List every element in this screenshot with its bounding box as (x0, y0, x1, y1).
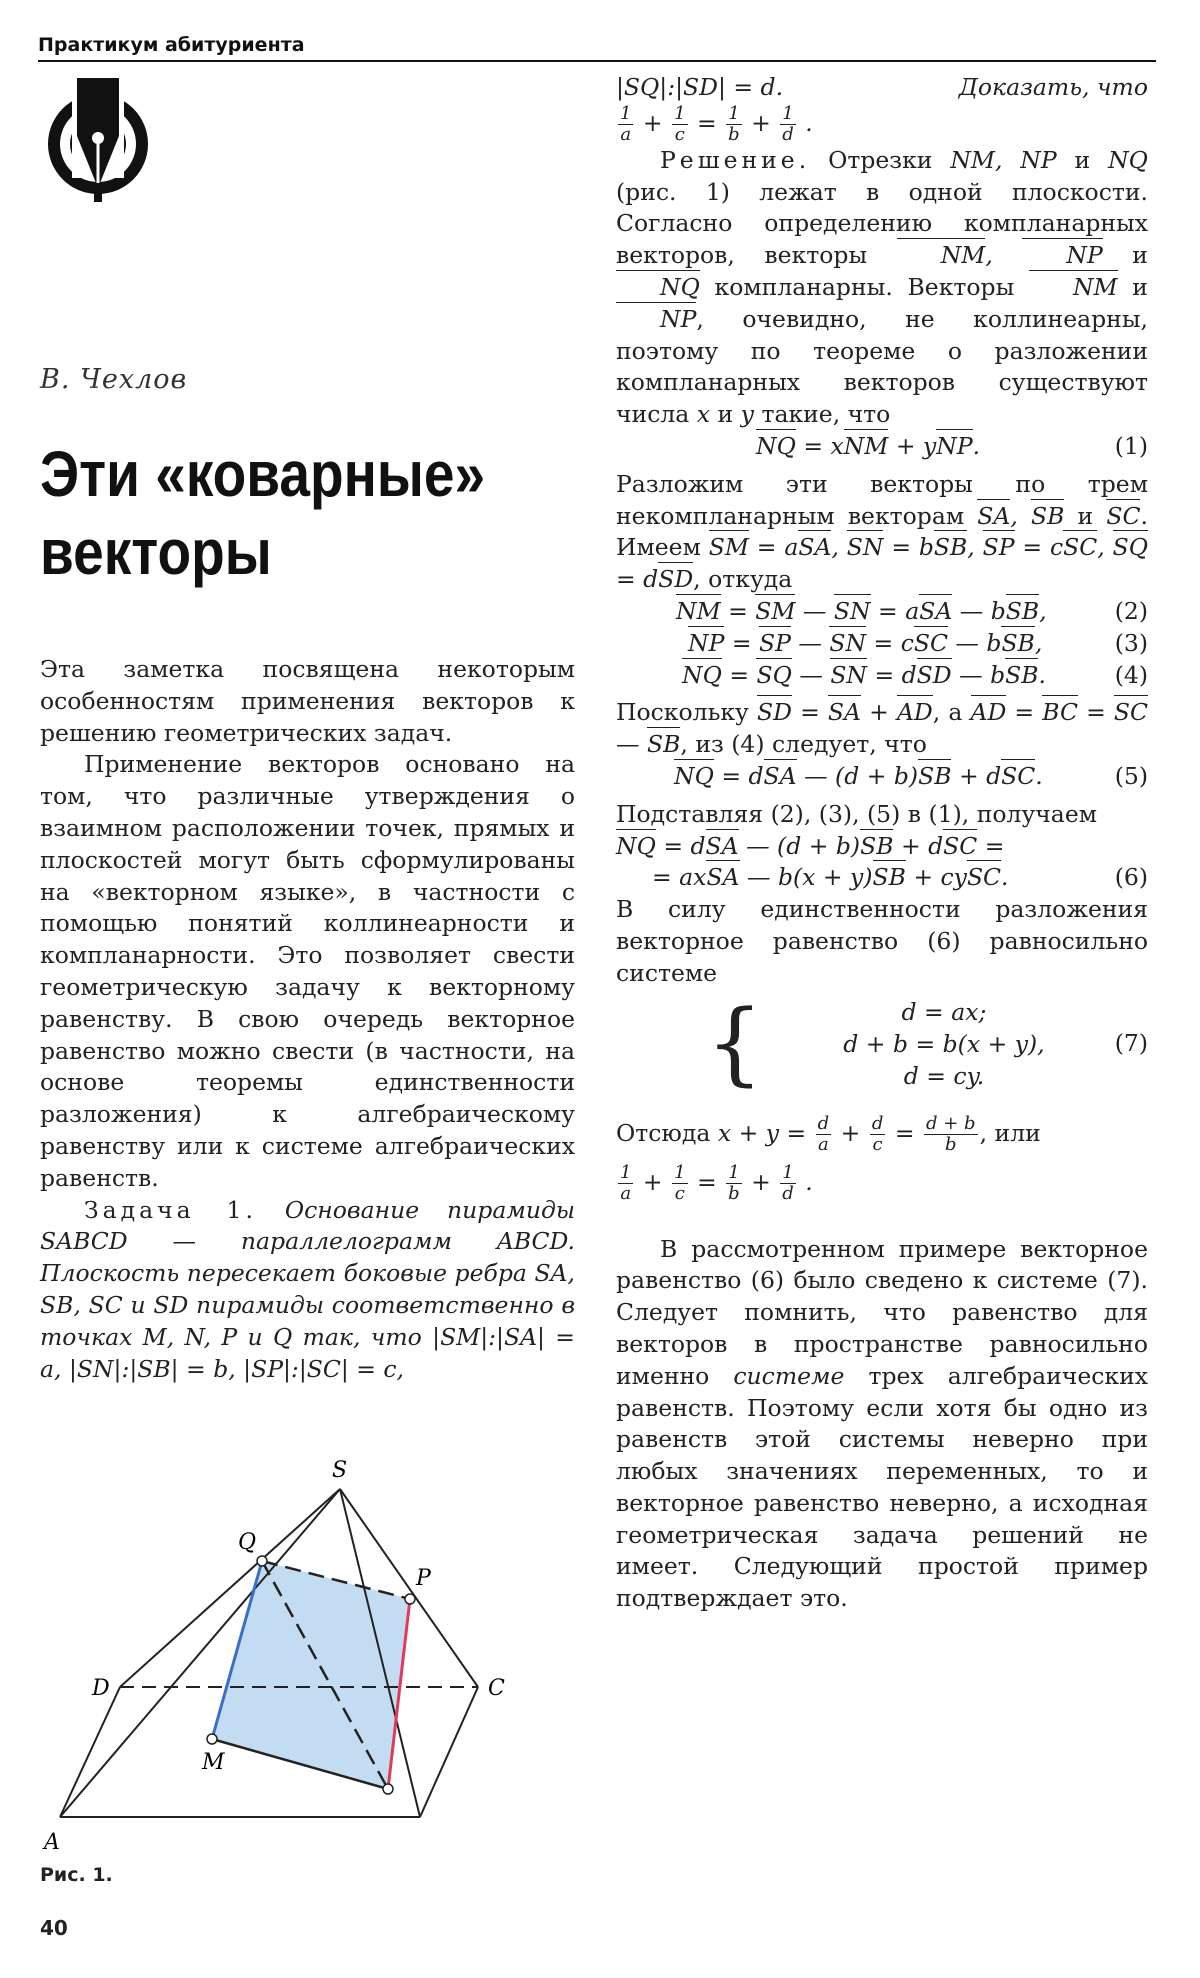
header-rule (38, 60, 1156, 62)
solution-label: Решение. (660, 145, 811, 174)
point-N (383, 1784, 393, 1794)
equation-5: NQ = dSA — (d + b)SB + dSC. (5) (616, 761, 1148, 793)
pyramid-figure (40, 1455, 580, 1865)
hence-paragraph: Отсюда x + y = $\frac{d}{a}$ + $\frac{d}{c}$ = $\frac{d + b}{b}$ , или (616, 1112, 1041, 1155)
article-title: Эти «коварные» векторы (40, 438, 486, 588)
equation-6b: = axSA — b(x + y)SB + cySC. (6) (616, 862, 1148, 894)
equation-4: NQ = SQ — SN = dSD — bSB. (4) (616, 660, 1148, 692)
left-column (40, 654, 575, 1385)
label-A: A (44, 1830, 60, 1855)
decompose-paragraph: Разложим эти векторы по трем некомпланарным векторам SA, SB и SC. Имеем SM = aSA, SN = bSB, SP = cSC, SQ = dSD, откуда (616, 469, 1148, 596)
right-column (616, 72, 1148, 1615)
equation-system-7: { d = ax; d + b = b(x + y), d = cy. (7) (706, 990, 1148, 1096)
intro-paragraph: Эта заметка посвящена некоторым особенностям применения векторов к решению геометрических задач. (40, 655, 575, 747)
equation-1: NQ = xNM + yNP. (1) (616, 431, 1148, 463)
label-C: C (488, 1676, 505, 1701)
prove-text: Доказать, что (958, 73, 1148, 101)
section-plane (212, 1561, 410, 1789)
solution-paragraph: Решение. Отрезки NM, NP и NQ (рис. 1) лежат в одной плоскости. Согласно определению компланарных векторов, векторы NM, NP и NQ компланарны. Векторы NM и NP, очевидно, не коллинеарны, поэтому по теореме о разложении компланарных векторов существуют числа x и y такие, что (616, 145, 1148, 429)
base-edge-AD (60, 1687, 120, 1817)
point-M (207, 1734, 217, 1744)
task-cont-text: |SQ|:|SD| = d. (616, 73, 784, 101)
uniqueness-paragraph: В силу единственности разложения векторное равенство (6) равносильно системе (616, 895, 1148, 987)
task-statement (40, 1195, 575, 1386)
task-label: Задача 1. (84, 1195, 257, 1224)
since-paragraph: Поскольку SD = SA + AD, а AD = BC = SC — SB, из (4) следует, что (616, 697, 1148, 761)
label-Q: Q (238, 1530, 257, 1555)
label-S: S (332, 1458, 348, 1483)
equation-6a: NQ = dSA — (d + b)SB + dSC = (616, 831, 1148, 863)
task-continuation (616, 72, 1148, 104)
conclusion-paragraph: В рассмотренном примере векторное равенство (6) было сведено к системе (7). Следует помнить, что равенство для векторов в пространстве равносильно именно системе трех алгебраических равенств. Поэтому если хотя бы одно из равенств этой системы неверно при любых значениях переменных, то и векторное равенство неверно, а исходная геометрическая задача решений не имеет. Следующий простой пример подтверждает это. (616, 1234, 1148, 1613)
figure-caption: Рис. 1. (40, 1864, 113, 1886)
point-Q (257, 1556, 267, 1566)
pen-nib-logo-icon (44, 78, 152, 204)
hence-equation: $\frac{1}{a}$ + $\frac{1}{c}$ = $\frac{1}{b}$ + $\frac{1}{d}$ . (620, 1161, 813, 1204)
label-D: D (92, 1676, 110, 1701)
base-edge-BC (420, 1687, 478, 1817)
equation-2: NM = SM — SN = aSA — bSB, (2) (616, 596, 1148, 628)
page-number: 40 (40, 1916, 68, 1940)
substitute-paragraph: Подставляя (2), (3), (5) в (1), получаем (616, 799, 1098, 828)
author-name: В. Чехлов (40, 364, 188, 395)
label-P: P (416, 1566, 431, 1591)
section-header: Практикум абитуриента (38, 34, 305, 56)
paragraph-vectors: Применение векторов основано на том, что различные утверждения о взаимном расположении точек, прямых и плоскостей могут быть сформулированы на «векторном языке», в частности с помощью понятий коллинеарности и компланарности. Это позволяет свести геометрическую задачу к векторному равенству. В свою очередь векторное равенство можно свести (в частности, на основе теоремы единственности разложения) к алгебраическому равенству или к системе алгебраических равенств. (40, 750, 575, 1192)
label-M: M (202, 1750, 225, 1775)
prove-equation: $\frac{1}{a}$ + $\frac{1}{c}$ = $\frac{1}{b}$ + $\frac{1}{d}$ . (620, 102, 813, 145)
point-P (405, 1594, 415, 1604)
task-text: Основание пирамиды SABCD — параллелограмм ABCD. Плоскость пересекает боковые ребра SA, SB, SC и SD пирамиды соответственно в точках M, N, P и Q так, что |SM|:|SA| = a, |SN|:|SB| = b, |SP|:|SC| = c, (40, 1195, 575, 1383)
equation-3: NP = SP — SN = cSC — bSB, (3) (616, 628, 1148, 660)
